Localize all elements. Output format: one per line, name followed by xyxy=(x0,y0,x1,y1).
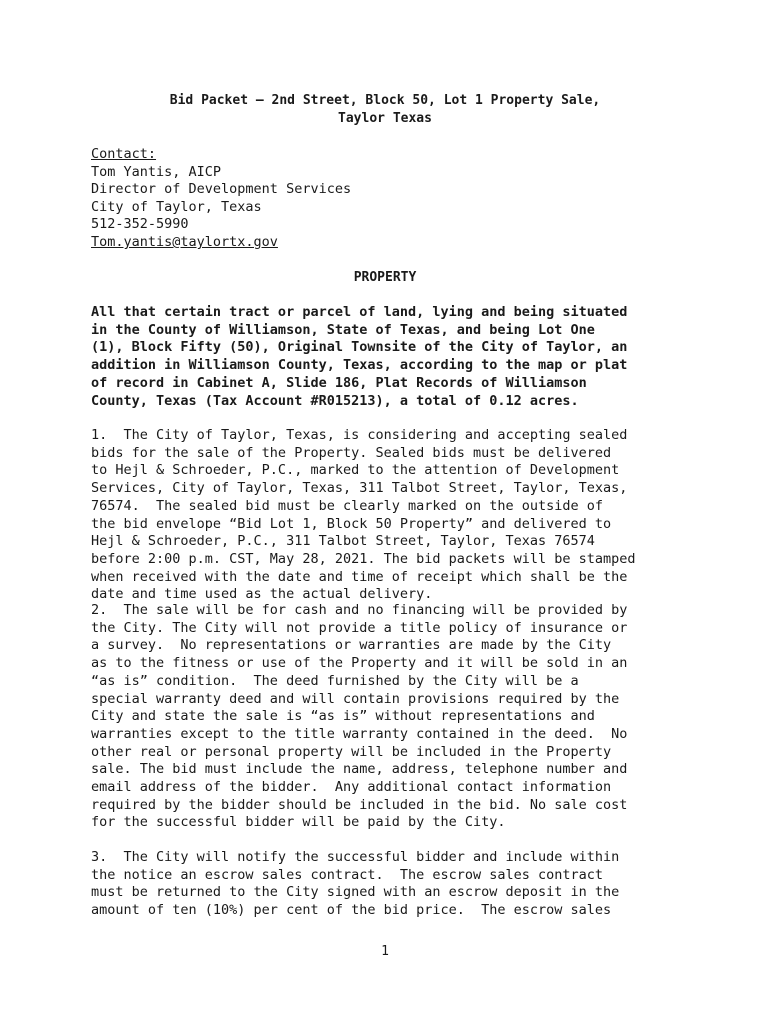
paragraph-line: a survey. No representations or warranties are made by the City xyxy=(91,637,612,654)
paragraph-line: Hejl & Schroeder, P.C., 311 Talbot Street, Taylor, Texas 76574 xyxy=(91,533,595,550)
legal-line: of record in Cabinet A, Slide 186, Plat Records of Williamson xyxy=(91,374,587,391)
paragraph-line: other real or personal property will be included in the Property xyxy=(91,743,612,760)
paragraph-line: required by the bidder should be included in the bid. No sale cost xyxy=(91,796,628,813)
page-number: 1 xyxy=(381,944,389,959)
paragraph-line: bids for the sale of the Property. Sealed bids must be delivered xyxy=(91,444,612,461)
contact-label: Contact: xyxy=(91,146,157,162)
legal-description xyxy=(91,304,681,410)
contact-email-link[interactable]: Tom.yantis@taylortx.gov xyxy=(91,233,278,250)
title-line-2: Taylor Texas xyxy=(338,110,432,126)
legal-line: All that certain tract or parcel of land, lying and being situated xyxy=(91,304,628,320)
paragraph-line: 3. The City will notify the successful bidder and include within xyxy=(91,849,620,865)
paragraph-2 xyxy=(91,602,681,832)
paragraph-line: “as is” condition. The deed furnished by the City will be a xyxy=(91,672,579,689)
paragraph-line: 2. The sale will be for cash and no financing will be provided by xyxy=(91,602,628,618)
paragraph-1 xyxy=(91,427,681,604)
contact-phone: 512-352-5990 xyxy=(91,216,189,233)
legal-line: addition in Williamson County, Texas, according to the map or plat xyxy=(91,357,628,374)
contact-name: Tom Yantis, AICP xyxy=(91,163,222,180)
paragraph-line: the notice an escrow sales contract. The escrow sales contract xyxy=(91,866,604,883)
paragraph-line: sale. The bid must include the name, address, telephone number and xyxy=(91,761,628,778)
paragraph-line: email address of the bidder. Any additional contact information xyxy=(91,779,612,796)
paragraph-line: 1. The City of Taylor, Texas, is considering and accepting sealed xyxy=(91,427,628,443)
paragraph-line: for the successful bidder will be paid by the City. xyxy=(91,814,506,831)
paragraph-line: City and state the sale is “as is” without representations and xyxy=(91,708,595,725)
paragraph-line: date and time used as the actual delivery. xyxy=(91,586,433,603)
paragraph-line: the bid envelope “Bid Lot 1, Block 50 Property” and delivered to xyxy=(91,515,612,532)
contact-position: Director of Development Services xyxy=(91,181,352,198)
legal-line: (1), Block Fifty (50), Original Townsite of the City of Taylor, an xyxy=(91,339,628,356)
contact-organization: City of Taylor, Texas xyxy=(91,198,262,215)
paragraph-line: to Hejl & Schroeder, P.C., marked to the attention of Development xyxy=(91,462,620,479)
paragraph-line: as to the fitness or use of the Property and it will be sold in an xyxy=(91,655,628,672)
paragraph-line: the City. The City will not provide a title policy of insurance or xyxy=(91,619,628,636)
paragraph-line: amount of ten (10%) per cent of the bid price. The escrow sales xyxy=(91,902,612,919)
paragraph-line: 76574. The sealed bid must be clearly marked on the outside of xyxy=(91,497,604,514)
paragraph-line: special warranty deed and will contain provisions required by the xyxy=(91,690,620,707)
paragraph-line: Services, City of Taylor, Texas, 311 Talbot Street, Taylor, Texas, xyxy=(91,480,628,497)
paragraph-line: when received with the date and time of receipt which shall be the xyxy=(91,568,628,585)
paragraph-line: warranties except to the title warranty contained in the deed. No xyxy=(91,725,628,742)
paragraph-line: must be returned to the City signed with an escrow deposit in the xyxy=(91,884,620,901)
title-line-1: Bid Packet – 2nd Street, Block 50, Lot 1 Property Sale, xyxy=(169,93,601,108)
legal-line: in the County of Williamson, State of Texas, and being Lot One xyxy=(91,321,595,338)
document-title xyxy=(90,92,680,127)
paragraph-3 xyxy=(91,849,681,920)
paragraph-line: before 2:00 p.m. CST, May 28, 2021. The bid packets will be stamped xyxy=(91,550,636,567)
contact-block xyxy=(91,146,691,252)
legal-line: County, Texas (Tax Account #R015213), a total of 0.12 acres. xyxy=(91,392,579,409)
section-heading-property: PROPERTY xyxy=(353,270,417,285)
